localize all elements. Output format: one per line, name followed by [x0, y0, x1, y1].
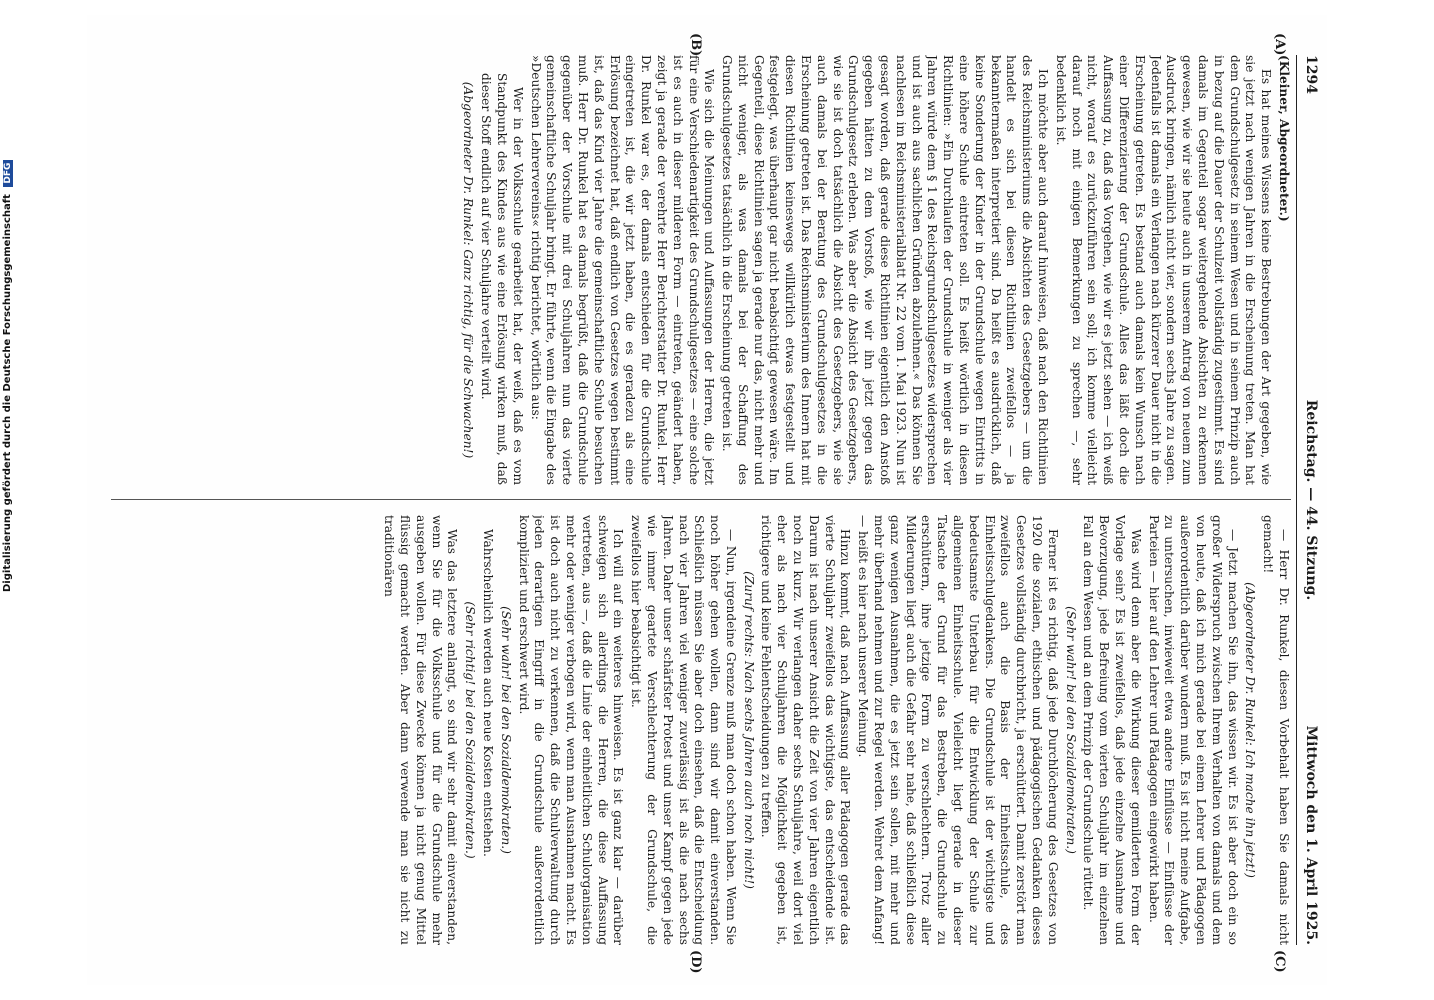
quotation: Wer in der Volksschule gearbeitet hat, der weiß, daß es vom Standpunkt des Kindes aus wie eine Erlösung wirken muß, daß dieser Stoff endlich auf vier Schuljahre verteilt wird.: [479, 73, 525, 485]
interjection: (Sehr wahr! bei den Sozialdemokraten.): [1063, 606, 1078, 854]
document-page: [87, 15, 1327, 985]
interjection: (Abgeordneter Dr. Runkel: Ich mache ihn jetzt!): [1243, 582, 1258, 878]
paragraph: Wahrscheinlich werden auch neue Kosten entstehen.: [480, 529, 495, 857]
interjection: (Sehr wahr! bei den Sozialdemokraten.): [498, 606, 513, 854]
page-number: 1294: [1303, 55, 1319, 94]
paragraph: — Herr Dr. Runkel, diesen Vorbehalt haben Sie damals nicht gemacht!: [1261, 515, 1291, 945]
credit-text: Digitalisierung gefördert durch die Deutsche Forschungsgemeinschaft: [2, 194, 13, 592]
paragraph: Hinzu kommt, daß nach Auffassung aller Pädagogen gerade das vierte Schuljahr zweifellos das wichtigste, das entscheidende ist. Darum ist nach unserer Ansicht die Zeit von vier Jahren eigentlich noch zu kurz. Wir verlangen daher sechs Schuljahre, weil dort viel eher als nach vier Schuljahren die Möglichkeit gegeben ist, richtigere und keine Fehlentscheidungen zu treffen.: [759, 515, 853, 945]
margin-marker-b: (B): [688, 33, 703, 57]
session-title: Reichstag. — 44. Sitzung.: [1303, 399, 1319, 601]
interjection: (Abgeordneter Dr. Runkel: Ganz richtig, für die Schwachen!): [461, 81, 476, 459]
paragraph: — Nun, irgendeine Grenze muß man doch schon haben. Wenn Sie noch höher gehen wollen, dann sind wir damit einverstanden. Schließlich müssen Sie aber doch einsehen, daß die Entscheidung nach vier Jahren viel weniger zuverlässig ist als die nach sechs Jahren. Daher unser schärfster Protest und unser Kampf gegen jede wie immer geartete Verschlechterung der Grundschule, die zweifellos hier beabsichtigt ist.: [629, 515, 738, 945]
paragraph: Ferner ist es richtig, daß jede Durchlöcherung des Gesetzes von 1920 die sozialen, ethischen und pädagogischen Gedanken dieses Gesetzes vollständig durchbricht, ja erschüttert. Damit zerstört man zweifellos auch die Basis der Einheitsschule, des Einheitsschulgedankens. Die Grundschule ist der wichtigste und bedeutsamste Unterbau für die Entwicklung der Schule zur allgemeinen Einheitsschule. Vielleicht liegt gerade in dieser Tatsache der Grund für das Bestreben, die Grundschule zu erschüttern, ihre jetzige Form zu verschlechtern. Trotz aller Milderungen liegt auch die Gefahr sehr nahe, daß schließlich diese ganz wenigen Ausnahmen, die es jetzt sein sollen, mit mehr und mehr überhand nehmen und zur Regel werden. Wehret dem Anfang! — heißt es hier nach unserer Meinung.: [856, 515, 1060, 945]
paragraph: Es hat meines Wissens keine Bestrebungen der Art gegeben, wie sie jetzt nach wenigen Jahren in die Erscheinung treten. Man hat dem Grundschulgesetz in seinem Wesen und in seinem Prinzip auch in bezug auf die Dauer der Schulzeit vollständig zugestimmt. Es sind damals im Gegenteil sogar weitergehende Absichten zu erkennen gewesen, wie wir sie heute auch in unserem Antrag von neuem zum Ausdruck bringen, nämlich nicht vier, sondern sechs Jahre zu sagen. Jedenfalls ist damals ein Verlangen nach kürzerer Dauer nicht in die Erscheinung getreten. Es bestand auch damals kein Wunsch nach einer Differenzierung der Grundschule. Alles das läßt doch die Auffassung zu, daß das Vorgehen, wie wir es jetzt sehen — ich weiß nicht, worauf es zurückzuführen sein soll; ich komme vielleicht darauf noch mit einigen Bemerkungen zu sprechen —, sehr bedenklich ist.: [1053, 55, 1274, 485]
speaker-line: (Kleiner, Abgeordneter.): [1277, 55, 1291, 222]
paragraph: Ich will auf ein weiteres hinweisen. Es ist ganz klar — darüber schweigen sich allerdings die Herren, die diese Auffassung vertreten, aus —, daß die Linie der einheitlichen Schulorganisation mehr oder weniger verbogen wird, wenn man Ausnahmen macht. Es ist doch auch nicht zu verkennen, daß die Schulverwaltung durch jeden derartigen Eingriff in die Grundschule außerordentlich kompliziert und erschwert wird.: [516, 515, 626, 945]
margin-marker-d: (D): [688, 950, 703, 974]
paragraph: Ich möchte aber auch darauf hinweisen, daß nach den Richtlinien des Reichsministeriums die Absichten des Gesetzgebers — um die handelt es sich bei diesen Richtlinien zweifellos — ja bekanntermaßen interpretiert sind. Da heißt es ausdrücklich, daß keine Sonderung der Kinder in der Grundschule wegen Eintritts in eine höhere Schule eintreten soll. Es heißt wörtlich in diesen Richtlinien: »Ein Durchlaufen der Grundschule in weniger als vier Jahren würde dem § 1 des Reichsgrundschulgesetzes widersprechen und ist auch aus sachlichen Gründen abzulehnen.« Das können Sie nachlesen im Reichsministerialblatt Nr. 22 vom 1. Mai 1923. Nun ist gesagt worden, daß gerade diese Richtlinien eigentlich den Anstoß gegeben hätten zu dem Vorstoß, wie wir ihn jetzt gegen das Grundschulgesetz erleben. Was aber die Absicht des Gesetzgebers, wie sie ist doch tatsächlich die Absicht des Gesetzgebers, wie sie auch damals bei der Beratung des Grundschulgesetzes in die Erscheinung getreten ist. Das Reichsministerium des Innern hat mit diesen Richtlinien keineswegs willkürlich etwas festgestellt und festgelegt, was überhaupt gar nicht beabsichtigt gewesen wäre. Im Gegenteil, diese Richtlinien sagen ja gerade nur das, nicht mehr und nicht weniger, als was damals bei der Schaffung des Grundschulgesetzes tatsächlich in die Erscheinung getreten ist.: [720, 55, 1051, 485]
digitization-credit: [2, 162, 16, 592]
interjection: (Zuruf rechts: Nach sechs Jahren auch noch nicht!): [741, 571, 756, 889]
paragraph: Was das letztere anlangt, so sind wir sehr damit einverstanden, wenn Sie für die Volksschule und für die Grundschule mehr ausgeben wollen. Für diese Zwecke können ja nicht genug Mittel flüssig gemacht werden. Aber dann verwende man sie nicht zu traditionären: [382, 515, 460, 945]
session-date: Mittwoch den 1. April 1925.: [1303, 725, 1319, 945]
paragraph: Wie sich die Meinungen und Auffassungen der Herren, die jetzt für eine Verschiedenartigkeit des Grundschulgesetzes — eine solche ist es auch in dieser milderen Form — eintreten, geändert haben, zeigt ja gerade der verehrte Herr Berichterstatter Dr. Runkel. Herr Dr. Runkel war es, der damals entschieden für die Grundschule eingetreten ist, die wir jetzt haben, die es geradezu als eine Erlösung bezeichnet hat, daß endlich von Gesetzes wegen bestimmt ist, daß das Kind vier Jahre die gemeinschaftliche Schule besuchen muß. Herr Dr. Runkel hat es damals begrüßt, daß die Grundschule gegenüber der Vorschule mit drei Schuljahren nun das vierte gemeinschaftliche Schuljahr bringt. Er führte, wenn die Eingabe des »Deutschen Lehrervereins« richtig berichtet, wörtlich aus:: [528, 55, 717, 485]
left-column: [111, 55, 1291, 485]
margin-marker-c: (C): [1272, 950, 1287, 973]
paragraph: — Jetzt machen Sie ihn, das wissen wir. Es ist aber doch ein so großer Widerspruch zwischen Ihrem Verhalten von damals und dem von heute, daß ich mich gerade bei einem Lehrer und Pädagogen außerordentlich darüber wundern muß. Es ist nicht meine Aufgabe, zu untersuchen, inwieweit etwa andere Einflüsse — Einflüsse der Parteien — hier auf den Lehrer und Pädagogen eingewirkt haben.: [1146, 515, 1240, 945]
page-header: [1296, 55, 1319, 945]
interjection: (Sehr richtig! bei den Sozialdemokraten.): [463, 601, 478, 859]
margin-marker-a: (A): [1272, 33, 1287, 56]
paragraph: Was wird denn aber die Wirkung dieser gemilderten Form der Vorlage sein? Es ist zweifellos, daß jede einzelne Ausnahme und Bevorzugung, jede Befreiung vom vierten Schuljahr im einzelnen Fall an dem Wesen und an dem Prinzip der Grundschule rüttelt.: [1081, 515, 1143, 945]
column-divider: [111, 499, 1291, 500]
right-column: [111, 515, 1291, 945]
dfg-logo: DFG: [3, 160, 13, 187]
